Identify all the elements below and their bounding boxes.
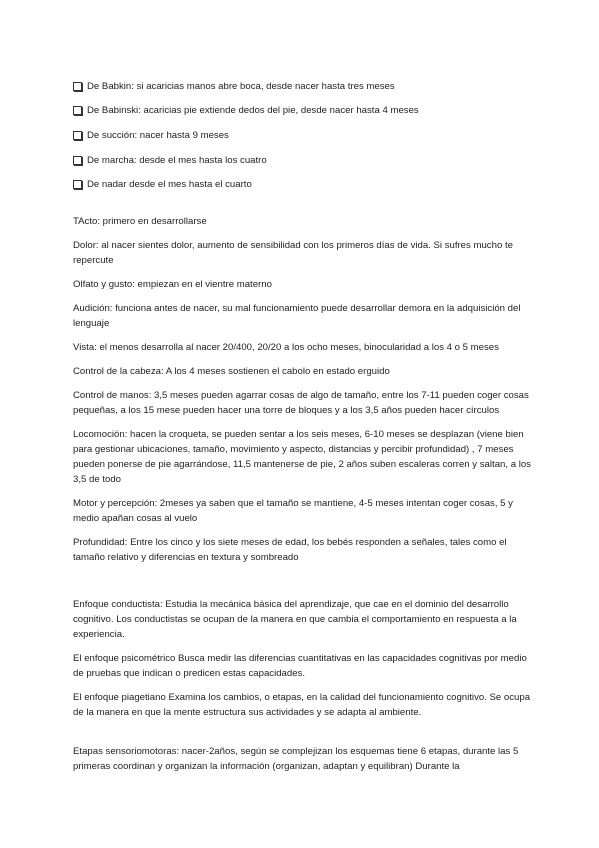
paragraph: Control de manos: 3,5 meses pueden agarrar cosas de algo de tamaño, entre los 7-11 pueden coger cosas pequeñas, a los 15 mese pueden hacer una torre de bloques y a los 3,5 años pueden hacer círculos [73, 390, 529, 416]
paragraph: Locomoción: hacen la croqueta, se pueden sentar a los seis meses, 6-10 meses se desplazan (viene bien para gestionar ubicaciones, tamaño, movimiento y aspecto, distancias y percibir profundidad) , 7 meses pueden ponerse de pie agarrándose, 11,5 mantenerse de pie, 2 años suben escaleras corren y saltan, a los 3,5 de todo [73, 429, 531, 485]
paragraph: Audición: funciona antes de nacer, su mal funcionamiento puede desarrollar demora en la adquisición del lenguaje [73, 303, 521, 329]
checkbox-bullet-icon [73, 82, 82, 91]
paragraph: Enfoque conductista: Estudia la mecánica básica del aprendizaje, que cae en el dominio del desarrollo cognitivo. Los conductistas se ocupan de la manera en que cambia el comportamiento en respuesta a la experiencia. [73, 599, 517, 640]
list-item: De succión: nacer hasta 9 meses [73, 123, 543, 148]
list-item: De marcha: desde el mes hasta los cuatro [73, 148, 543, 173]
paragraph: El enfoque psicométrico Busca medir las diferencias cuantitativas en las capacidades cognitivas por medio de pruebas que indican o predicen estas capacidades. [73, 653, 527, 679]
paragraph: Profundidad: Entre los cinco y los siete meses de edad, los bebés responden a señales, tales como el tamaño relativo y diferencias en textura y sombreado [73, 537, 507, 563]
paragraph: Olfato y gusto: empiezan en el vientre materno [73, 279, 272, 290]
paragraph: Dolor: al nacer sientes dolor, aumento de sensibilidad con los primeros días de vida. Si sufres mucho te repercute [73, 240, 513, 266]
stages-section [73, 744, 531, 783]
list-item: De Babkin: si acaricias manos abre boca, desde nacer hasta tres meses [73, 74, 543, 99]
paragraph: Etapas sensoriomotoras: nacer-2años, según se complejizan los esquemas tiene 6 etapas, durante las 5 primeras coordinan y organizan la información (organizan, adaptan y equilibran) Durante la [73, 746, 519, 772]
checkbox-bullet-icon [73, 106, 82, 115]
checkbox-bullet-icon [73, 131, 82, 140]
checkbox-bullet-icon [73, 156, 82, 165]
paragraph: El enfoque piagetiano Examina los cambios, o etapas, en la calidad del funcionamiento cognitivo. Se ocupa de la manera en que la mente estructura sus actividades y se adapta al ambiente. [73, 692, 531, 718]
list-item: De nadar desde el mes hasta el cuarto [73, 172, 543, 197]
paragraph: Vista: el menos desarrolla al nacer 20/400, 20/20 a los ocho meses, binocularidad a los 4 o 5 meses [73, 342, 499, 353]
paragraph: TActo: primero en desarrollarse [73, 216, 207, 227]
checkbox-bullet-icon [73, 180, 82, 189]
approaches-section [73, 597, 531, 729]
list-item: De Babinski: acaricias pie extiende dedos del pie, desde nacer hasta 4 meses [73, 99, 543, 124]
paragraph: Motor y percepción: 2meses ya saben que el tamaño se mantiene, 4-5 meses intentan coger cosas, 5 y medio apañan cosas al vuelo [73, 498, 513, 524]
reflex-list [73, 74, 543, 197]
senses-section [73, 214, 531, 574]
paragraph: Control de la cabeza: A los 4 meses sostienen el cabolo en estado erguido [73, 366, 390, 377]
